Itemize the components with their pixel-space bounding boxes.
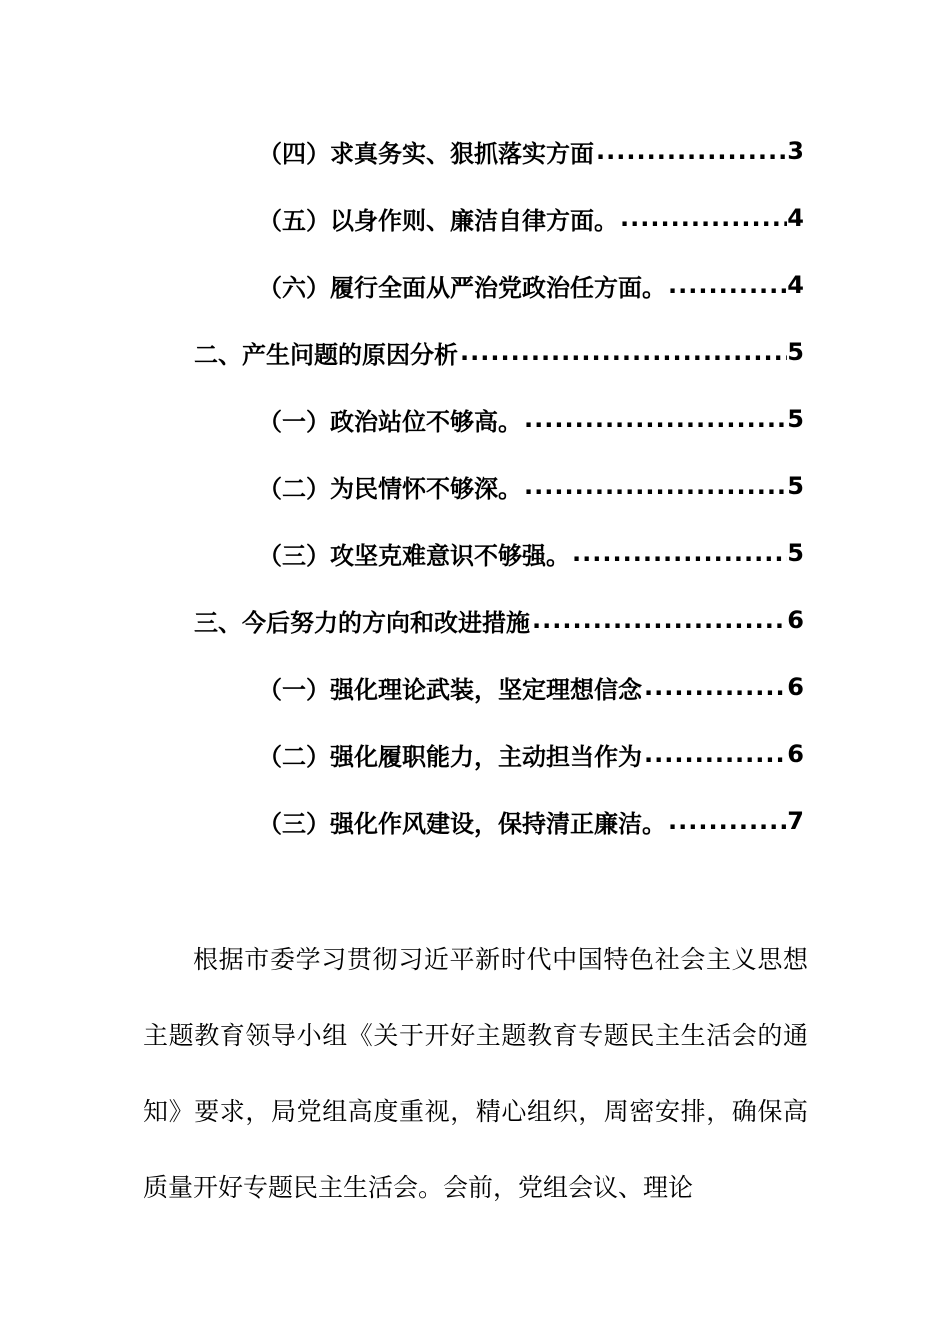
toc-entry-page: 6 [787,740,804,768]
toc-entry-title: （一）强化理论武装，坚定理想信念 [258,675,642,704]
toc-entry-title: （三）强化作风建设，保持清正廉洁。 [258,809,666,838]
toc-dot-leader [642,673,787,701]
toc-entry[interactable] [258,533,804,573]
toc-entry-page: 7 [787,807,804,835]
toc-dot-leader [618,204,787,232]
toc-entry-page: 4 [787,271,804,299]
toc-entry-title: （五）以身作则、廉洁自律方面。 [258,206,618,235]
toc-dot-leader [522,472,787,500]
toc-entry-title: 三、今后努力的方向和改进措施 [194,608,530,637]
toc-entry-title: （一）政治站位不够高。 [258,407,522,436]
toc-entry-page: 6 [787,606,804,634]
toc-dot-leader [642,740,787,768]
toc-entry-title: （二）强化履职能力，主动担当作为 [258,742,642,771]
body-paragraph: 根据市委学习贯彻习近平新时代中国特色社会主义思想主题教育领导小组《关于开好主题教育专题民主生活会的通知》要求，局党组高度重视，精心组织，周密安排，确保高质量开好专题民主生活会。会前，党组会议、理论 [143,945,808,1202]
toc-entry[interactable] [258,466,804,506]
toc-dot-leader [530,606,787,634]
toc-entry-page: 5 [787,338,804,366]
toc-entry-page: 5 [787,472,804,500]
toc-entry-page: 5 [787,539,804,567]
toc-entry[interactable] [258,734,804,774]
toc-entry[interactable] [258,801,804,841]
toc-entry[interactable] [258,667,804,707]
toc-entry-title: （二）为民情怀不够深。 [258,474,522,503]
toc-section-heading[interactable] [194,600,804,640]
toc-dot-leader [522,405,787,433]
toc-entry-page: 4 [787,204,804,232]
toc-entry[interactable] [258,399,804,439]
toc-entry-title: （六）履行全面从严治党政治任方面。 [258,273,666,302]
toc-entry-title: 二、产生问题的原因分析 [194,340,458,369]
toc-entry[interactable] [258,131,804,171]
toc-dot-leader [666,271,787,299]
toc-dot-leader [666,807,787,835]
toc-dot-leader [458,338,787,366]
toc-dot-leader [594,137,787,165]
toc-entry-title: （三）攻坚克难意识不够强。 [258,541,570,570]
toc-entry[interactable] [258,198,804,238]
toc-entry[interactable] [258,265,804,305]
toc-entry-page: 5 [787,405,804,433]
toc-entry-title: （四）求真务实、狠抓落实方面 [258,139,594,168]
toc-section-heading[interactable] [194,332,804,372]
toc-entry-page: 3 [787,137,804,165]
toc-dot-leader [570,539,787,567]
toc-entry-page: 6 [787,673,804,701]
